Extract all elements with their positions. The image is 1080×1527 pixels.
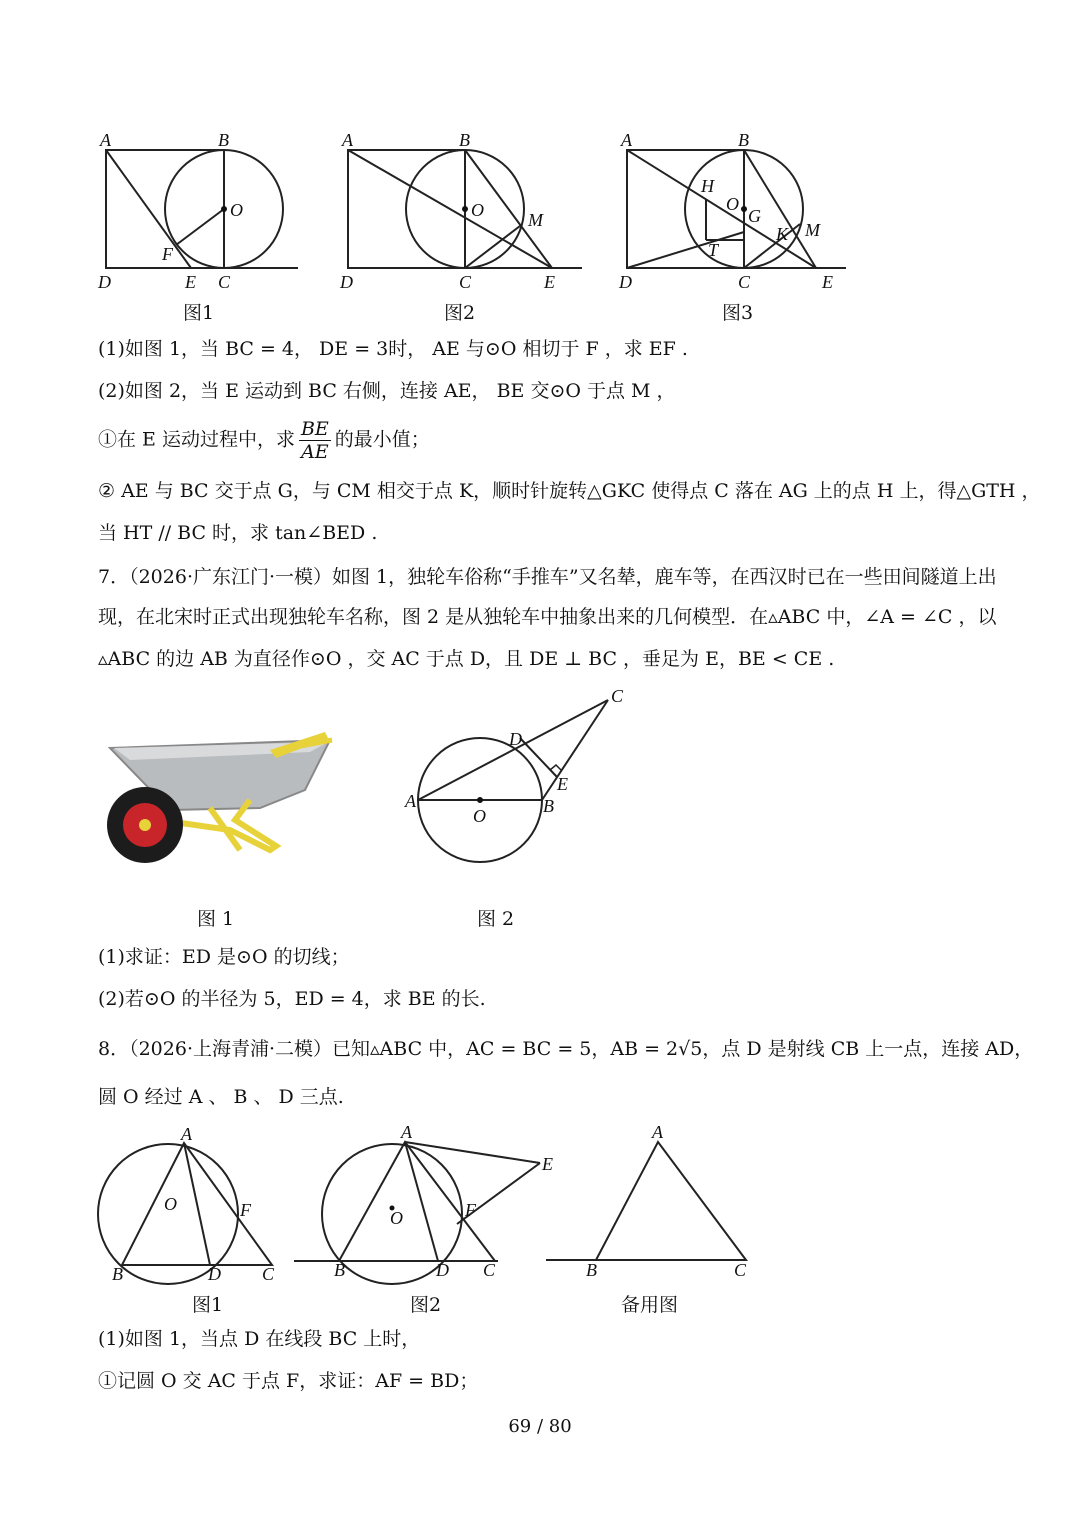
label-C: C bbox=[218, 272, 231, 292]
q6-fig3 bbox=[618, 130, 846, 292]
q7-stem-line1: 7．（2026·广东江门·一模）如图 1，独轮车俗称“手推车”又名辇，鹿车等，在西汉时已在一些田间隧道上出 bbox=[98, 566, 997, 588]
label-A: A bbox=[652, 1122, 663, 1142]
label-E: E bbox=[557, 774, 568, 794]
label-C: C bbox=[262, 1264, 275, 1284]
q6-part2a-pre: ①在 E 运动过程中，求 bbox=[98, 428, 295, 451]
label-B: B bbox=[112, 1264, 123, 1284]
label-M: M bbox=[528, 210, 543, 230]
q6-fig1-caption: 图1 bbox=[183, 302, 215, 324]
q8-fig3-caption: 备用图 bbox=[621, 1294, 679, 1316]
label-D: D bbox=[340, 272, 353, 292]
label-O: O bbox=[230, 200, 243, 220]
q8-fig1-caption: 图1 bbox=[192, 1294, 224, 1316]
q8-fig2-caption: 图2 bbox=[410, 1294, 442, 1316]
q7-stem-line2: 现，在北宋时正式出现独轮车名称，图 2 是从独轮车中抽象出来的几何模型．在▵ABC 中，∠A = ∠C ，以 bbox=[98, 606, 997, 628]
q7-part2: (2)若⊙O 的半径为 5，ED = 4，求 BE 的长. bbox=[98, 988, 486, 1010]
label-D: D bbox=[208, 1264, 221, 1284]
fraction-numerator: BE bbox=[300, 418, 329, 440]
label-A: A bbox=[181, 1124, 192, 1144]
label-C: C bbox=[483, 1260, 496, 1280]
label-T: T bbox=[708, 240, 719, 260]
q8-stem-line2: 圆 O 经过 A 、 B 、 D 三点. bbox=[98, 1086, 344, 1108]
label-E: E bbox=[822, 272, 833, 292]
q7-fig2 bbox=[395, 680, 655, 870]
q6-part2b-line1: ② AE 与 BC 交于点 G，与 CM 相交于点 K，顺时针旋转△GKC 使得点 C 落在 AG 上的点 H 上，得△GTH ， bbox=[98, 480, 1041, 502]
q7-fig1-caption: 图 1 bbox=[197, 908, 235, 930]
label-D: D bbox=[619, 272, 632, 292]
q6-fig2 bbox=[339, 130, 582, 292]
label-H: H bbox=[701, 176, 714, 196]
q7-stem-line3: ▵ABC 的边 AB 为直径作⊙O ，交 AC 于点 D，且 DE ⊥ BC ，垂足为 E，BE < CE . bbox=[98, 648, 835, 670]
label-B: B bbox=[586, 1260, 597, 1280]
label-O: O bbox=[473, 806, 486, 826]
fraction bbox=[299, 418, 331, 463]
label-C: C bbox=[738, 272, 751, 292]
label-B: B bbox=[738, 130, 749, 150]
q7-part1: (1)求证：ED 是⊙O 的切线； bbox=[98, 946, 350, 968]
q6-figures bbox=[0, 120, 1080, 330]
q8-fig1 bbox=[98, 1124, 275, 1284]
label-C: C bbox=[611, 686, 624, 706]
label-B: B bbox=[459, 130, 470, 150]
page-number: 69 / 80 bbox=[508, 1416, 572, 1437]
q6-part2a bbox=[98, 418, 430, 463]
label-D: D bbox=[436, 1260, 449, 1280]
label-F: F bbox=[162, 244, 173, 264]
label-D: D bbox=[509, 729, 522, 749]
label-F: F bbox=[465, 1200, 476, 1220]
label-C: C bbox=[734, 1260, 747, 1280]
label-B: B bbox=[543, 796, 554, 816]
label-F: F bbox=[240, 1200, 251, 1220]
fraction-denominator: AE bbox=[301, 441, 329, 463]
q7-fig2-caption: 图 2 bbox=[477, 908, 515, 930]
q8-part1a: ①记圆 O 交 AC 于点 F，求证：AF = BD； bbox=[98, 1370, 479, 1392]
q8-fig3 bbox=[546, 1122, 747, 1280]
label-C: C bbox=[459, 272, 472, 292]
label-O: O bbox=[164, 1194, 177, 1214]
q8-fig2 bbox=[294, 1122, 553, 1284]
label-A: A bbox=[405, 791, 416, 811]
wheelbarrow-picture bbox=[100, 720, 340, 870]
label-B: B bbox=[334, 1260, 345, 1280]
label-E: E bbox=[542, 1154, 553, 1174]
label-E: E bbox=[185, 272, 196, 292]
label-D: D bbox=[98, 272, 111, 292]
label-A: A bbox=[100, 130, 111, 150]
q8-part1: (1)如图 1，当点 D 在线段 BC 上时， bbox=[98, 1328, 421, 1350]
label-G: G bbox=[748, 206, 761, 226]
q6-part1: (1)如图 1，当 BC = 4， DE = 3时， AE 与⊙O 相切于 F ，求 EF . bbox=[98, 338, 688, 360]
label-A: A bbox=[621, 130, 632, 150]
q6-part2: (2)如图 2，当 E 运动到 BC 右侧，连接 AE， BE 交⊙O 于点 M ， bbox=[98, 380, 676, 402]
q6-part2b-line2: 当 HT // BC 时，求 tan∠BED . bbox=[98, 522, 378, 544]
q6-fig2-caption: 图2 bbox=[444, 302, 476, 324]
label-O: O bbox=[390, 1208, 403, 1228]
label-M: M bbox=[805, 220, 820, 240]
q6-part2a-post: 的最小值； bbox=[334, 428, 430, 451]
q6-fig3-caption: 图3 bbox=[722, 302, 754, 324]
q6-fig1 bbox=[97, 130, 298, 292]
q8-figures bbox=[0, 1120, 1080, 1290]
label-B: B bbox=[218, 130, 229, 150]
label-O: O bbox=[726, 194, 739, 214]
label-E: E bbox=[544, 272, 555, 292]
q8-stem-line1: 8．（2026·上海青浦·二模）已知▵ABC 中，AC = BC = 5，AB = 2√5，点 D 是射线 CB 上一点，连接 AD， bbox=[98, 1038, 1034, 1060]
label-A: A bbox=[342, 130, 353, 150]
label-K: K bbox=[776, 224, 789, 244]
label-O: O bbox=[471, 200, 484, 220]
label-A: A bbox=[401, 1122, 412, 1142]
